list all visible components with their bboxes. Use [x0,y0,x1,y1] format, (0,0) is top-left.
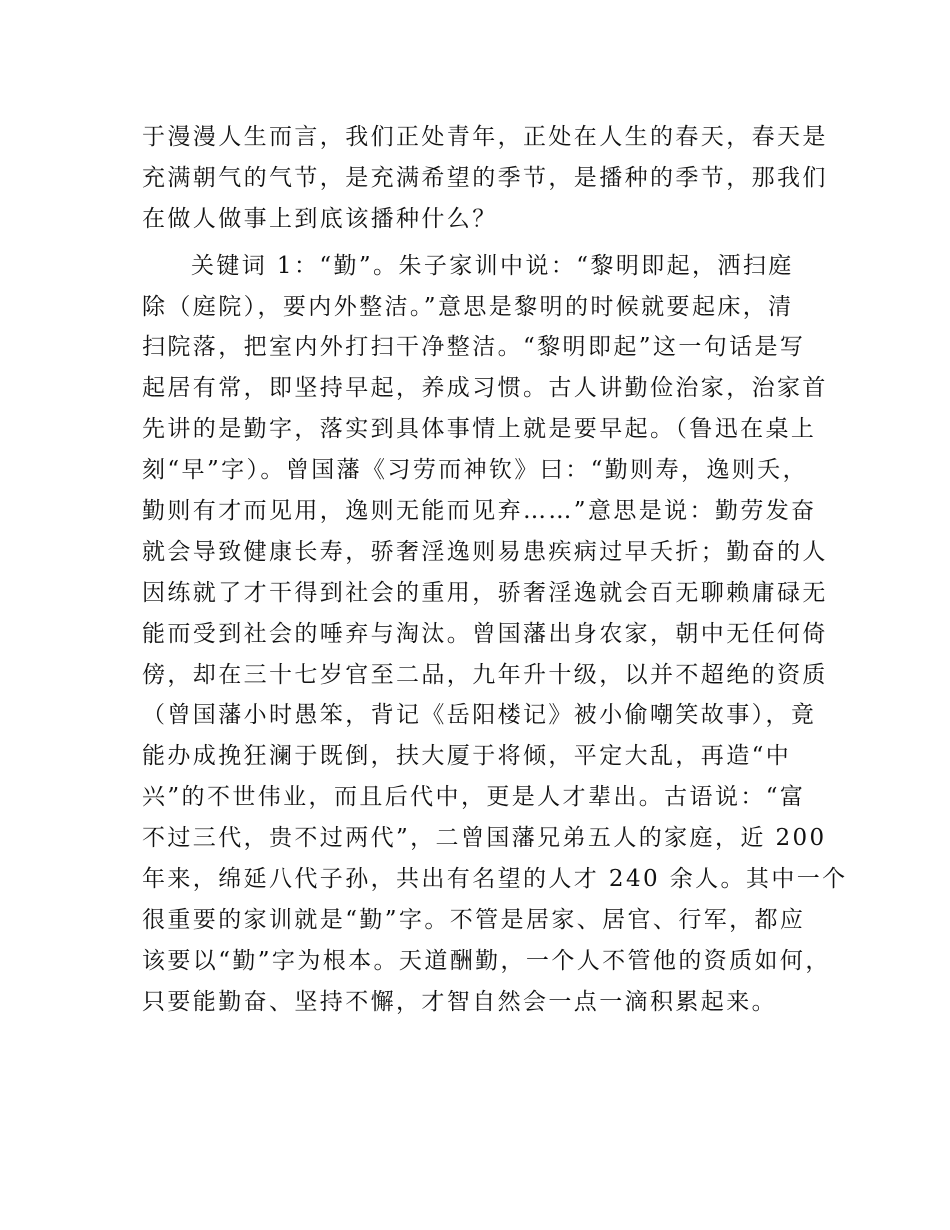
text-line: 充满朝气的气节，是充满希望的季节，是播种的季节，那我们 [142,164,828,191]
text-line: 关键词 1：“勤”。朱子家训中说：“黎明即起，洒扫庭 [191,252,794,279]
text-line: 傍，却在三十七岁官至二品，九年升十级，以并不超绝的资质 [142,661,828,688]
text-line: 起居有常，即坚持早起，养成习惯。古人讲勤俭治家，治家首 [142,375,828,402]
text-line: 该要以“勤”字为根本。天道酬勤，一个人不管他的资质如何， [142,947,831,974]
text-line: 年来，绵延八代子孙，共出有名望的人才 240 余人。其中一个 [142,866,848,893]
paragraph-keyword-diligence [142,246,848,1023]
text-line: 不过三代，贵不过两代”，二曾国藩兄弟五人的家庭，近 200 [142,825,827,852]
paragraph-intro [142,117,842,240]
text-line: 除（庭院），要内外整洁。”意思是黎明的时候就要起床，清 [142,293,794,320]
text-line: 于漫漫人生而言，我们正处青年，正处在人生的春天，春天是 [142,124,828,150]
text-line: 很重要的家训就是“勤”字。不管是居家、居官、行军，都应 [142,906,806,933]
text-line: 勤则有才而见用，逸则无能而见弃……”意思是说：勤劳发奋 [142,498,817,525]
text-line: 因练就了才干得到社会的重用，骄奢淫逸就会百无聊赖庸碌无 [142,579,828,606]
text-line: （曾国藩小时愚笨，背记《岳阳楼记》被小偷嘲笑故事），竟 [142,702,817,729]
text-line: 先讲的是勤字，落实到具体事情上就是要早起。（鲁迅在桌上 [142,416,817,443]
text-line: 能办成挽狂澜于既倒，扶大厦于将倾，平定大乱，再造“中 [142,743,792,770]
text-line: 能而受到社会的唾弃与淘汰。曾国藩出身农家，朝中无任何倚 [142,620,828,647]
text-line: 兴”的不世伟业，而且后代中，更是人才辈出。古语说：“富 [142,784,806,811]
document-body [142,117,848,1023]
text-line: 在做人做事上到底该播种什么？ [142,205,498,232]
text-line: 就会导致健康长寿，骄奢淫逸则易患疾病过早夭折；勤奋的人 [142,538,828,565]
text-line: 只要能勤奋、坚持不懈，才智自然会一点一滴积累起来。 [142,988,777,1015]
text-line: 刻“早”字）。曾国藩《习劳而神钦》曰：“勤则寿，逸则夭， [142,457,808,484]
text-line: 扫院落，把室内外打扫干净整洁。“黎明即起”这一句话是写 [142,334,806,361]
